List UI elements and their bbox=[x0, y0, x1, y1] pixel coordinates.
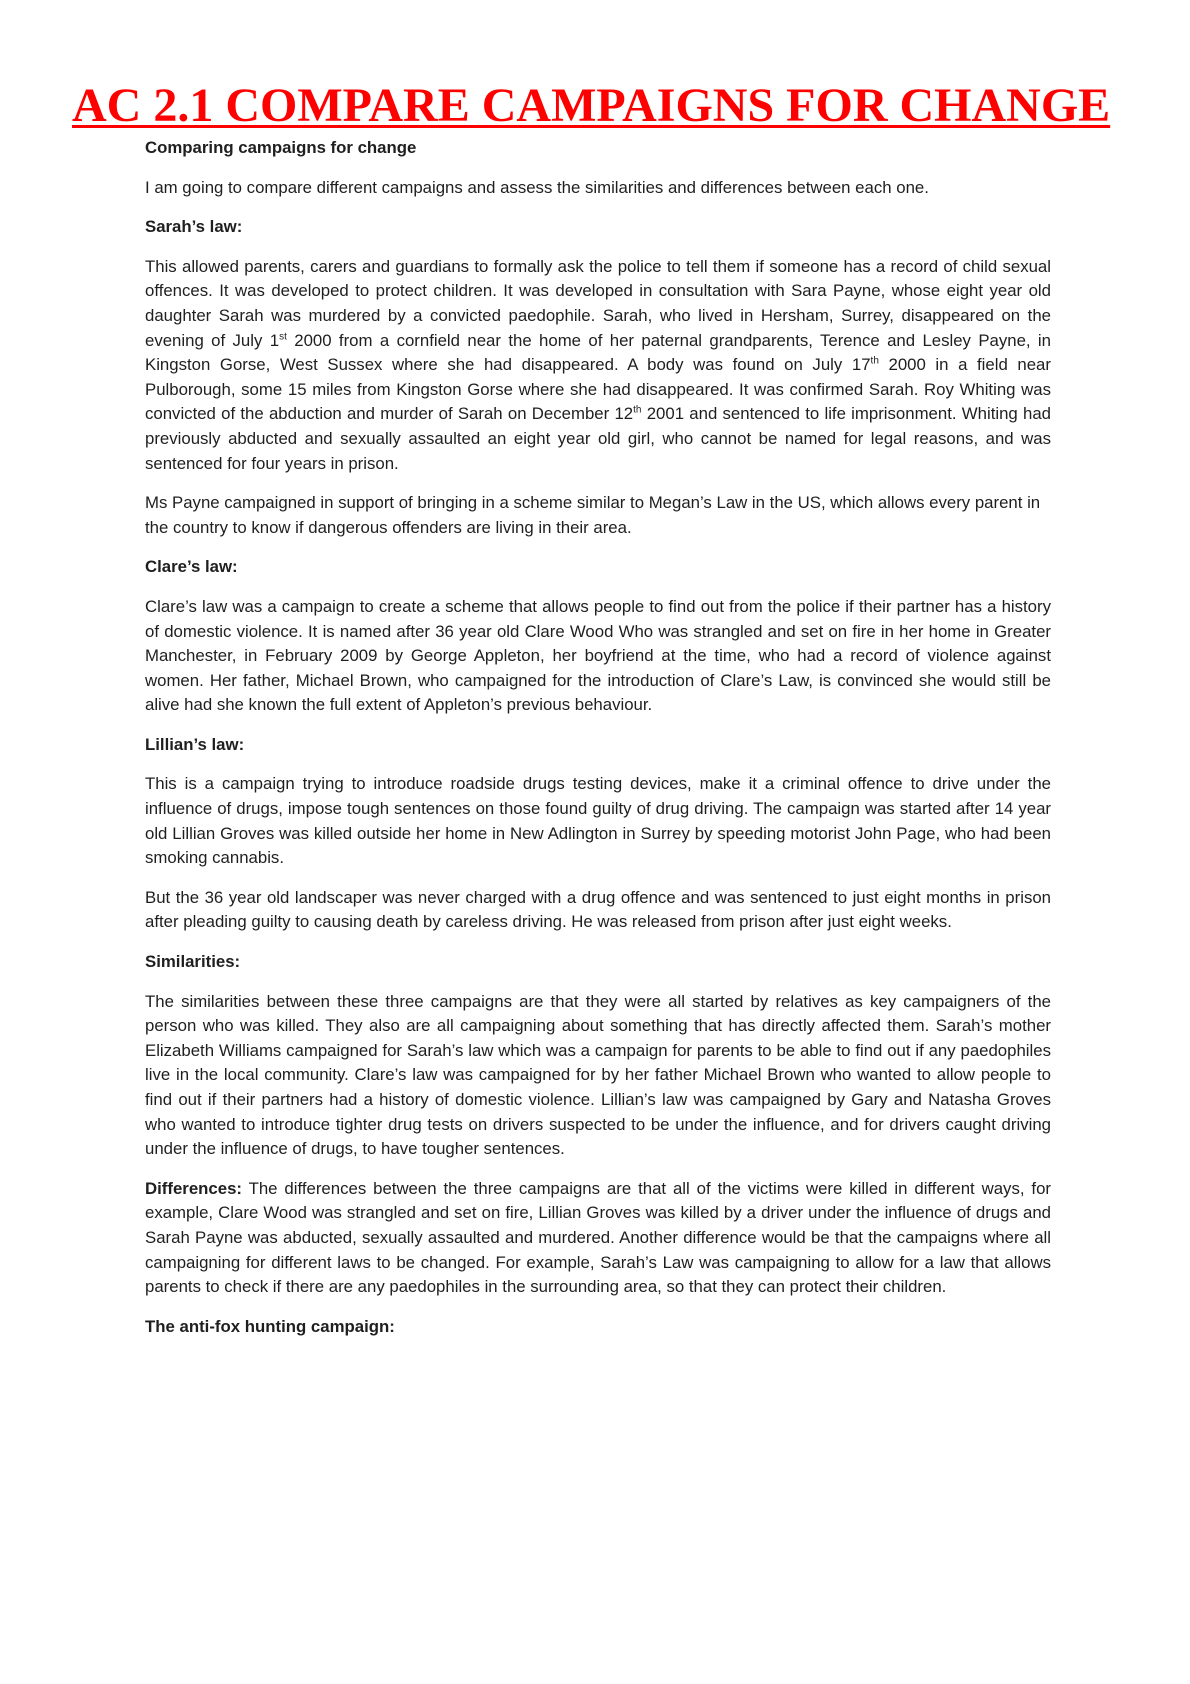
anti-fox-hunting-heading: The anti-fox hunting campaign: bbox=[145, 1316, 395, 1336]
sarahs-law-heading: Sarah’s law: bbox=[145, 217, 243, 237]
clares-law-heading: Clare’s law: bbox=[145, 557, 238, 577]
clares-law-paragraph: Clare’s law was a campaign to create a scheme that allows people to find out from the police if their partner has a history of domestic violence. It is named after 36 year old Clare Wood Who was strangled and set on fire in her home in Greater Manchester, in February 2009 by George Appleton, her boyfriend at the time, who had a record of violence against women. Her father, Michael Brown, who campaigned for the introduction of Clare’s Law, is convinced she would still be alive had she known the full extent of Appleton’s previous behaviour. bbox=[145, 596, 1051, 715]
lillians-law-paragraph-2: But the 36 year old landscaper was never charged with a drug offence and was sentenced to just eight months in prison after pleading guilty to causing death by careless driving. He was released from prison after just eight weeks. bbox=[145, 887, 1051, 932]
lillians-law-paragraph: This is a campaign trying to introduce roadside drugs testing devices, make it a criminal offence to drive under the influence of drugs, impose tough sentences on those found guilty of drug driving. The campaign was started after 14 year old Lillian Groves was killed outside her home in New Adlington in Surrey by speeding motorist John Page, who had been smoking cannabis. bbox=[145, 774, 1051, 868]
differences-text: The differences between the three campaigns are that all of the victims were killed in different ways, for example, Clare Wood was strangled and set on fire, Lillian Groves was killed by a driver under the influence of drugs and Sarah Payne was abducted, sexually assaulted and murdered. Another difference would be that the campaigns where all campaigning for different laws to be changed. For example, Sarah’s Law was campaigning to allow for a law that allows parents to check if there are any paedophiles in the surrounding area, so that they can protect their children. bbox=[145, 1178, 1051, 1297]
differences-heading: Differences: bbox=[145, 1178, 242, 1198]
sarahs-law-text-part: 2000 from a cornfield near the home of her paternal grandparents, Terence and Lesley Payne, in Kingston Gorse, West Sussex where she had disappeared. A body was found on July 17 bbox=[145, 330, 1051, 375]
similarities-paragraph: The similarities between these three campaigns are that they were all started by relatives as key campaigners of the person who was killed. They also are all campaigning about something that has directly affected them. Sarah’s mother Elizabeth Williams campaigned for Sarah’s law which was a campaign for parents to be able to find out if any paedophiles live in the local community. Clare’s law was campaigned for by her father Michael Brown who wanted to allow people to find out if their partners had a history of domestic violence. Lillian’s law was campaigned by Gary and Natasha Groves who wanted to introduce tighter drug tests on drivers suspected to be under the influence, and for drivers caught driving under the influence of drugs, to have tougher sentences. bbox=[145, 991, 1051, 1159]
superscript-ordinal: th bbox=[870, 355, 879, 367]
sarahs-law-text-part: This allowed parents, carers and guardians to formally ask the police to tell them if someone has a record of child sexual offences. It was developed to protect children. It was developed in consultation with Sara Payne, whose eight year old daughter Sarah was murdered by a convicted paedophile. Sarah, who lived in Hersham, Surrey, disappeared on the evening of July 1 bbox=[145, 256, 1051, 350]
superscript-ordinal: th bbox=[633, 404, 642, 416]
sarahs-law-paragraph bbox=[145, 255, 1051, 476]
differences-paragraph bbox=[145, 1177, 1051, 1300]
page-title: AC 2.1 COMPARE CAMPAIGNS FOR CHANGE bbox=[72, 79, 1111, 132]
superscript-ordinal: st bbox=[279, 330, 287, 342]
lillians-law-heading: Lillian’s law: bbox=[145, 734, 245, 754]
sarahs-law-paragraph-2: Ms Payne campaigned in support of bringing in a scheme similar to Megan’s Law in the US, which allows every parent in the country to know if dangerous offenders are living in their area. bbox=[145, 493, 1041, 537]
subtitle-heading: Comparing campaigns for change bbox=[145, 138, 417, 157]
similarities-heading: Similarities: bbox=[145, 952, 241, 972]
sarahs-law-text-part: 2001 and sentenced to life imprisonment. Whiting had previously abducted and sexually assaulted an eight year old girl, who cannot be named for legal reasons, and was sentenced for four years in prison. bbox=[145, 404, 1051, 473]
intro-paragraph: I am going to compare different campaigns and assess the similarities and differences between each one. bbox=[145, 177, 929, 197]
sarahs-law-text-part: 2000 in a field near Pulborough, some 15 miles from Kingston Gorse where she had disappeared. It was confirmed Sarah. Roy Whiting was convicted of the abduction and murder of Sarah on December 12 bbox=[145, 355, 1051, 424]
document-body bbox=[145, 136, 1051, 1354]
